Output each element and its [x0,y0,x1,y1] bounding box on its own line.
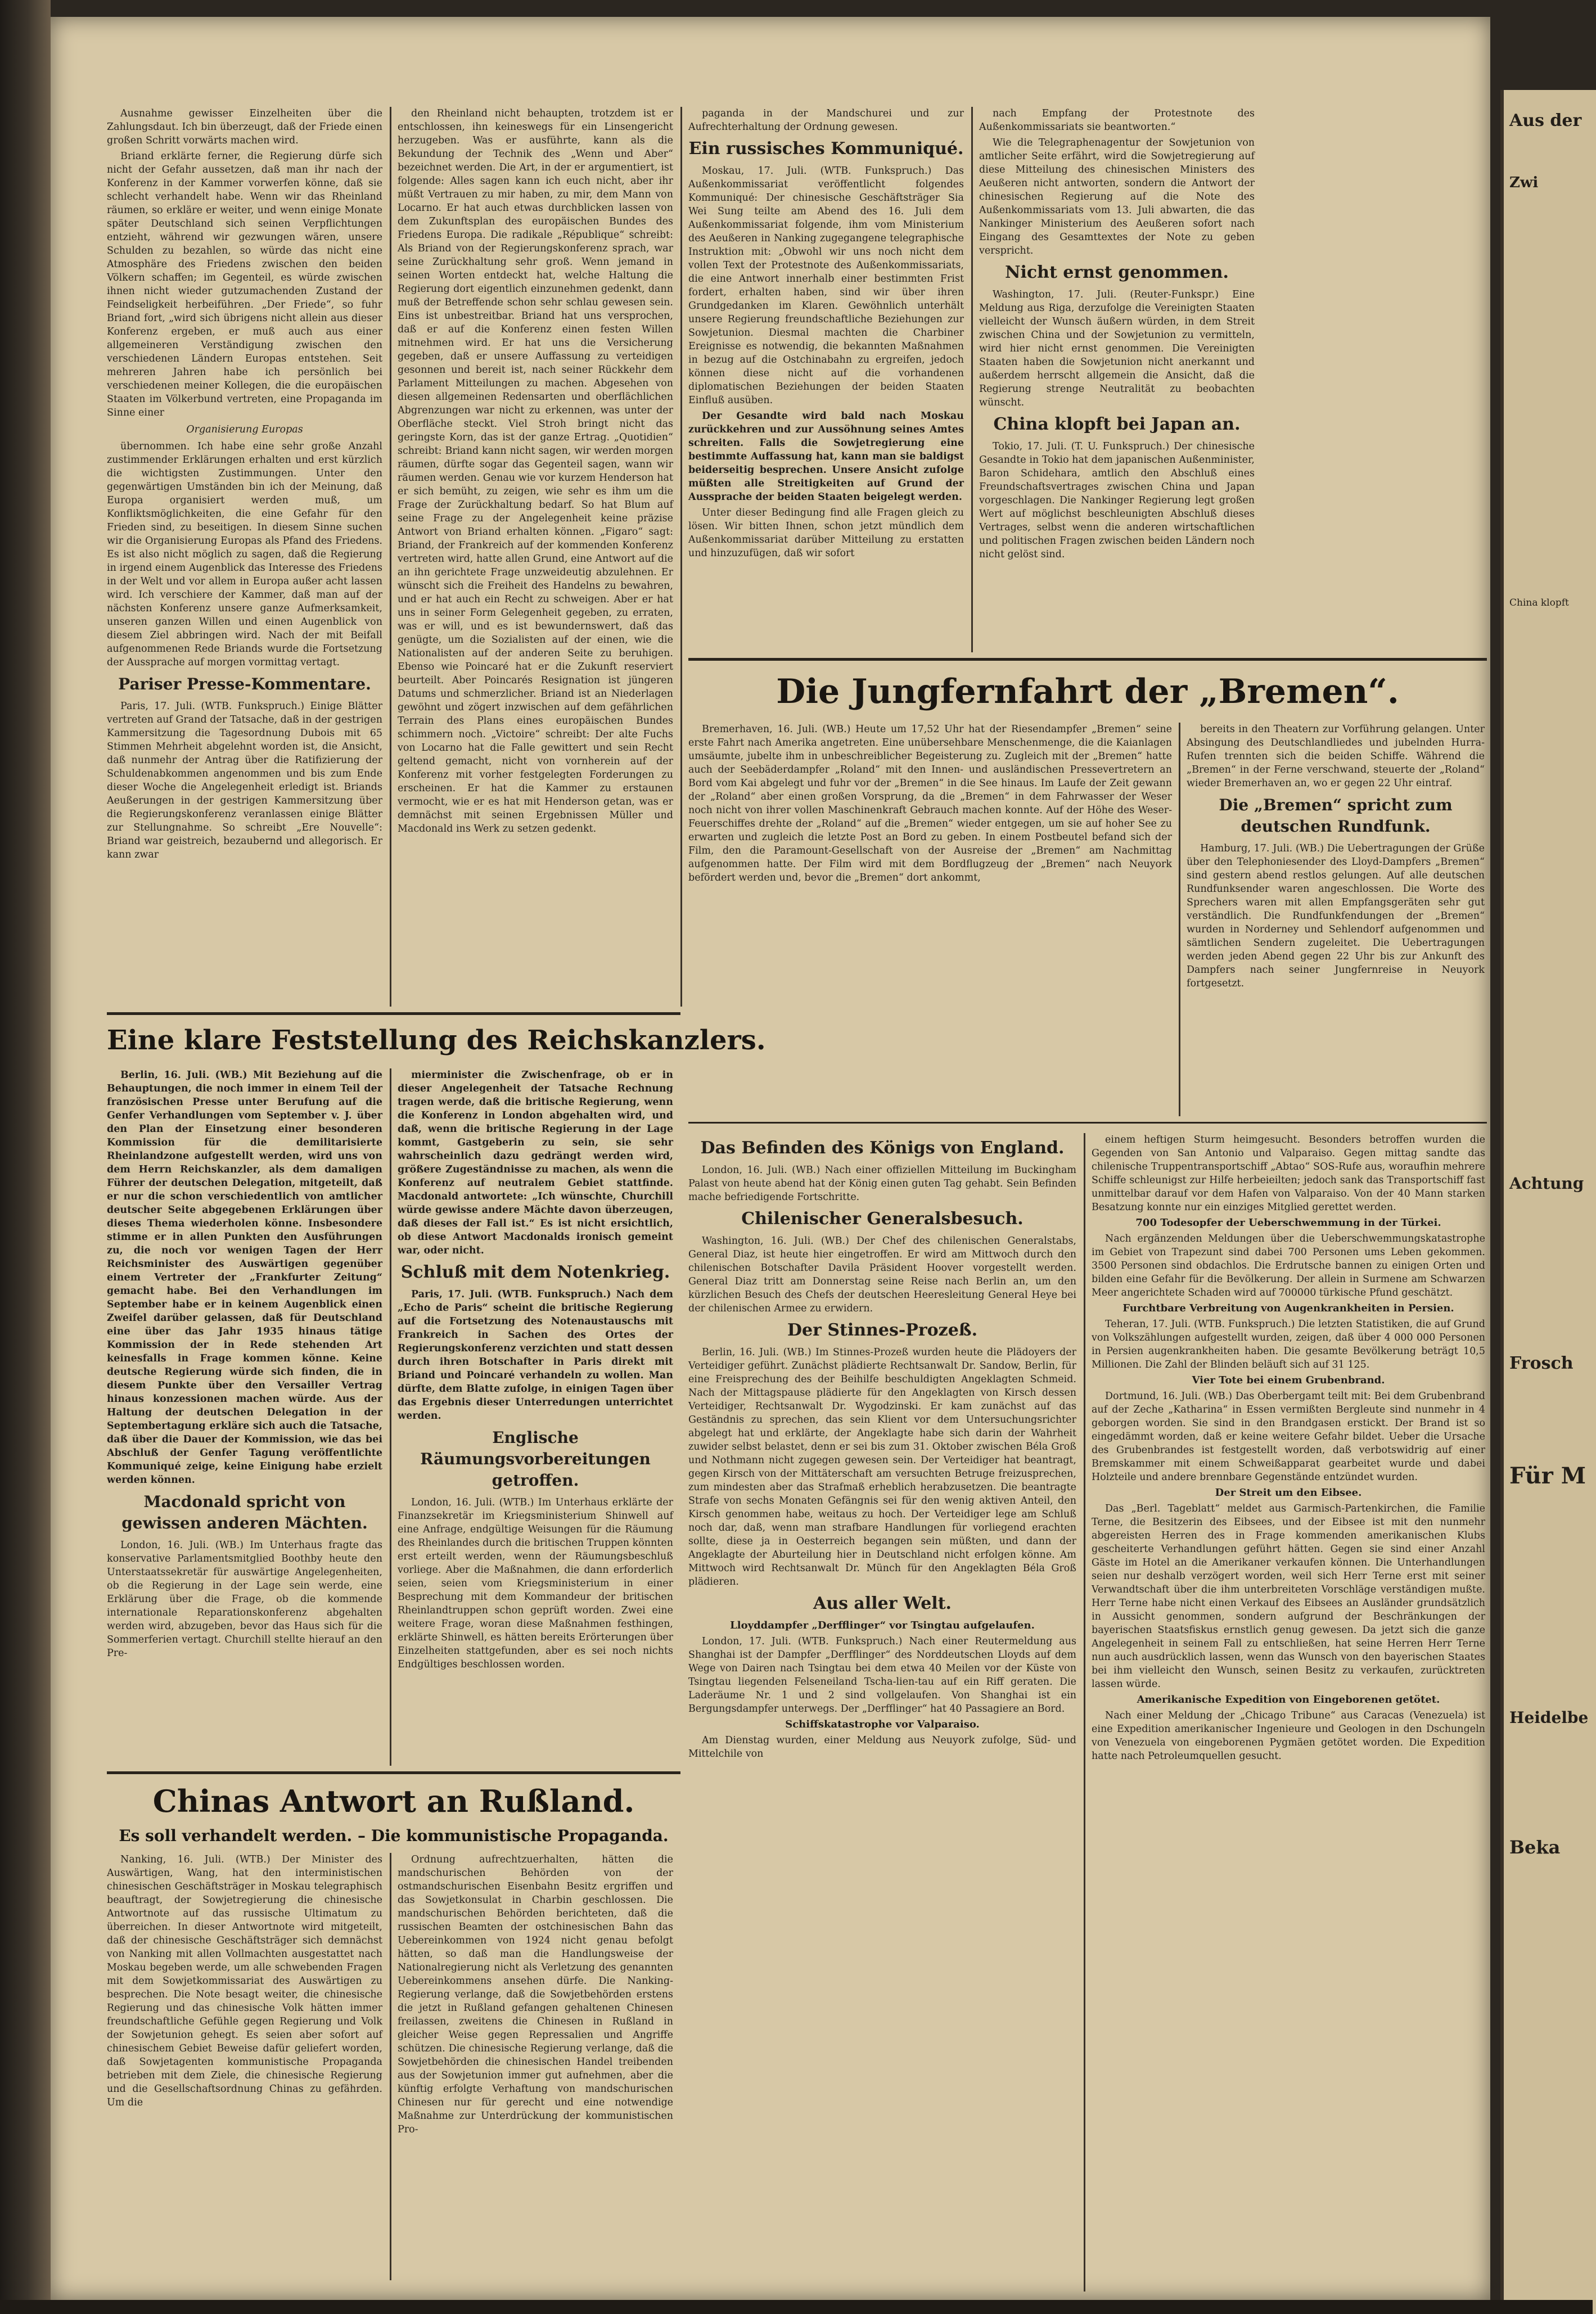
paragraph: London, 16. Juli. (WB.) Nach einer offiziellen Mitteilung im Buckingham Palast von heute abend hat der König einen guten Tag gehabt. Sein Befinden mache befriedigende Fortschritte. [688,1165,1076,1203]
column-rule [390,107,391,1007]
paragraph: Bremerhaven, 16. Juli. (WB.) Heute um 17,52 Uhr hat der Riesendampfer „Bremen“ seine erste Fahrt nach Amerika angetreten. Eine unübersehbare Menschenmenge, die die Kaianlagen umsäumte, jubelte ihm in unbeschreiblicher Begeisterung zu. Zugleich mit der „Bremen“ hatte auch der Seebäderdampfer „Roland“ mit den Innen- und ausländischen Pressevertretern an Bord vom Kai abgelegt und fuhr vor der „Bremen“ in die See hinaus. Im Laufe der Zeit gewann der „Roland“ aber einen großen Vorsprung, da die „Bremen“ in dem Fahrwasser der Weser noch nicht von ihrer vollen Maschinenkraft Gebrauch machen konnte. Auf der Höhe des Weser-Feuerschiffes drehte der „Roland“ auf die „Bremen“ wieder entgegen, um sie auf hoher See zu erwarten und zugleich die letzte Post an Bord zu geben. In einem Postbeutel befand sich der Film, den die Paramount-Gesellschaft von der Ausreise der „Bremen“ am Nachmittag aufgenommen hatte. Der Film wird mit dem Bordflugzeug der „Bremen“ nach Neuyork befördert werden und, bevor die „Bremen“ dort ankommt, [688,724,1172,883]
paragraph: Das „Berl. Tageblatt“ meldet aus Garmisch-Partenkirchen, die Familie Terne, die Besitzerin des Eibsees, und der Eibsee ist mit den nunmehr abgereisten Herren des in Frage kommenden amerikanischen Klubs gescheiterte Verhandlungen geführt hätten. Gegen sie sind einer Anzahl Gäste im Hotel an die Amerikaner verkaufen können. Die Unterhandlungen seien nur deshalb verzögert worden, weil sich Herr Terne erst mit seiner Verwandtschaft über die ihm unterbreiteten Vorschläge verständigen mußte. Herr Terne habe nicht einen Verkauf des Eibsees an Ausländer grundsätzlich in Aussicht genommen, sondern aufgrund der Beschränkungen der bayerischen Staatsfiskus ernstlich genug gewesen. Da jetzt sich die ganze Angelegenheit in seinem Fall zu entschließen, hat seine Herren Herr Terne nun auch ausdrücklich lassen, wenn das Wunsch von den bayerischen Staates bei ihm vielleicht den Wunsch, seinen Besitz zu verkaufen, zurücktreten lassen würde. [1092,1503,1485,1690]
subheadline-china: Es soll verhandelt werden. – Die kommunistische Propaganda. [119,1826,669,1845]
section-rule [107,1771,680,1774]
bottom-column-a [688,1133,1076,2292]
paragraph: Washington, 16. Juli. (WB.) Der Chef des chilenischen Generalstabs, General Diaz, ist heute hier eingetroffen. Er wird am Mittwoch durch den chilenischen Botschafter Davila Präsident Hoover vorgestellt werden. General Diaz tritt am Donnerstag seine Reise nach Berlin an, um den kürzlichen Besuch des Chefs der deutschen Heeresleitung General Heye bei der chilenischen Armee zu erwidern. [688,1235,1076,1314]
adjacent-ad: Beka [1509,1837,1561,1858]
adjacent-text: China klopft [1509,597,1569,608]
subheading: Lloyddampfer „Derfflinger“ vor Tsingtau aufgelaufen. [730,1620,1035,1631]
paragraph: Ordnung aufrechtzuerhalten, hätten die mandschurischen Behörden von der ostmandschurischen Eisenbahn Besitz ergriffen und das Sowjetkonsulat in Charbin geschlossen. Die mandschurischen Behörden berichteten, daß die russischen Beamten der ostchinesischen Bahn das Uebereinkommen von 1924 nicht genau befolgt hätten, so daß man die Handlungsweise der Nationalregierung nicht als Verletzung des genannten Uebereinkommens ansehen dürfe. Die Nanking-Regierung verlange, daß die Sowjetbehörden erstens die jetzt in Rußland gefangen gehaltenen Chinesen freilassen, zweitens die Chinesen in Rußland in gleicher Weise gegen Repressalien und Angriffe schützen. Die chinesische Regierung verlange, daß die Sowjetbehörden die chinesischen Handel treibenden aus der Sowjetunion immer gut aufnehmen, aber die künftig erfolgte Verhaftung von mandschurischen Chinesen nur für gerecht und eine notwendige Maßnahme zur Unterdrückung der kommunistischen Pro- [398,1854,673,2135]
paragraph: mierminister die Zwischenfrage, ob er in dieser Angelegenheit der Tatsache Rechnung tragen werde, daß die britische Regierung, wenn die Konferenz in London abgehalten wird, und daß, wenn die britische Regierung in der Lage kommt, Gastgeberin zu sein, sie sehr wahrscheinlich dazu gedrängt werden wird, größere Zugeständnisse zu machen, als wenn die Konferenz auf neutralem Gebiet stattfinde. Macdonald antwortete: „Ich wünschte, Churchill würde gewisse andere Mächte davon überzeugen, daß dieses der Fall ist.“ Es ist nicht ersichtlich, ob diese Antwort Macdonalds ironisch gemeint war, oder nicht. [398,1070,673,1256]
banner-headline-bremen: Die Jungfernfahrt der „Bremen“. [776,672,1399,711]
bottom-column-b [1092,1133,1485,2292]
column-rule [971,107,973,652]
subheading: Amerikanische Expedition von Eingeborenen getötet. [1137,1694,1440,1706]
column-rule [1179,723,1180,1116]
paragraph: Berlin, 16. Juli. (WB.) Mit Beziehung auf die Behauptungen, die noch immer in einem Teil der französischen Presse unter Berufung auf die Genfer Verhandlungen vom September v. J. über den Plan der Einsetzung einer besonderen Kommission für die demilitarisierte Rheinlandzone aufgestellt werden, wird uns von dem Herrn Reichskanzler, als dem damaligen Führer der deutschen Delegation, mitgeteilt, daß er nur die schon verschiedentlich von amtlicher deutscher Seite abgegebenen Erklärungen über dieses Thema wiederholen könne. Insbesondere stimme er in allen Punkten den Ausführungen zu, die noch vor wenigen Tagen der Herr Reichsminister des Auswärtigen gegenüber einem Vertreter der „Frankfurter Zeitung“ gemacht habe. Bei den Verhandlungen im September habe er in keinem Augenblick einen Zweifel darüber gelassen, daß für Deutschland eine über das Jahr 1935 hinaus tätige Kommission der in Rede stehenden Art keinesfalls in Frage kommen könne. Keine deutsche Regierung würde sich finden, die in diesem Punkte über den Versailler Vertrag hinaus konzessionen machen würde. Aus der Haltung der deutschen Delegation in der Septembertagung erkläre sich auch die Tatsache, daß über die Dauer der Kommission, wie das bei Abschluß der Genfer Tagung veröffentlichte Kommuniqué zeige, keine Einigung habe erzielt werden können. [107,1070,382,1486]
adjacent-ad: Frosch [1509,1354,1574,1373]
reichskanzler-right [398,1068,673,1766]
section-rule [107,1012,680,1015]
headline: Macdonald spricht von gewissen anderen Mächten. [121,1492,368,1532]
paragraph: Nanking, 16. Juli. (WTB.) Der Minister des Auswärtigen, Wang, hat den interministischen chinesischen Geschäftsträger in Moskau telegraphisch beauftragt, der Sowjetregierung die chinesische Antwortnote auf das russische Ultimatum zu überreichen. In dieser Antwortnote wird mitgeteilt, daß der chinesische Geschäftsträger sich demnächst von Nanking mit allen Vollmachten ausgestattet nach Moskau begeben werde, um alle schwebenden Fragen mit dem Sowjetkommissariat des Auswärtigen zu besprechen. Die Note besagt weiter, die chinesische Regierung und das chinesische Volk hätten immer freundschaftliche Gefühle gegen Regierung und Volk der Sowjetunion gehegt. Es seien aber sofort auf chinesischem Gebiet Beweise dafür geliefert worden, daß Sowjetagenten kommunistische Propaganda betrieben mit dem Ziele, die chinesische Regierung und die Gesellschaftsordnung Chinas zu gefährden. Um die [107,1854,382,2108]
paragraph: bereits in den Theatern zur Vorführung gelangen. Unter Absingung des Deutschlandliedes und jubelnden Hurra-Rufen trennten sich die beiden Schiffe. Während die „Bremen“ in der Ferne verschwand, steuerte der „Roland“ wieder Bremerhaven an, wo er gegen 22 Uhr eintraf. [1187,724,1485,789]
column-2 [398,107,673,1007]
adjacent-ad: Für M [1509,1463,1586,1489]
paragraph: Tokio, 17. Juli. (T. U. Funkspruch.) Der chinesische Gesandte in Tokio hat dem japanischen Außenminister, Baron Schidehara, amtlich den Abschluß eines Freundschaftsvertrages zwischen China und Japan vorgeschlagen. Die Nankinger Regierung legt großen Wert auf möglichst beschleunigten Abschluß dieses Vertrages, selbst wenn die anderen wirtschaftlichen und politischen Fragen zwischen beiden Ländern noch nicht gelöst sind. [979,441,1255,560]
subheading: Furchtbare Verbreitung von Augenkrankheiten in Persien. [1122,1302,1454,1314]
headline: Schluß mit dem Notenkrieg. [400,1262,670,1282]
adjacent-ad: Achtung [1509,1174,1584,1193]
headline: Das Befinden des Königs von England. [700,1138,1065,1158]
headline: Englische Räumungsvorbereitungen getroffen. [420,1428,651,1490]
headline: Chilenischer Generalsbesuch. [741,1209,1024,1229]
reichskanzler-left [107,1068,382,1766]
section-rule [688,1122,1487,1124]
paragraph: Hamburg, 17. Juli. (WB.) Die Uebertragungen der Grüße über den Telephoniesender des Lloyd-Dampfers „Bremen“ sind gestern abend restlos gelungen. Auf alle deutschen Rundfunksender waren angeschlossen. Die Worte des Sprechers waren mit allen Empfangsgeräten sehr gut verständlich. Die Rundfunkfendungen der „Bremen“ wurden in Norderney und Sehlendorf aufgenommen und sämtlichen Sendern zugeleitet. Die Uebertragungen werden jeden Abend gegen 22 Uhr bis zur Ankunft des Dampfers nach seiner Jungfernreise in Neuyork fortgesetzt. [1187,843,1485,989]
subheading: Der Streit um den Eibsee. [1215,1487,1362,1499]
paragraph: Washington, 17. Juli. (Reuter-Funkspr.) Eine Meldung aus Riga, derzufolge die Vereinigten Staaten vielleicht der Wunsch äußern würden, in dem Streit zwischen China und der Sowjetunion zu vermitteln, wird hier nicht ernst genommen. Die Vereinigten Staaten haben die Sowjetunion nicht anerkannt und außerdem herrscht allgemein die Ansicht, daß die Regierung strenge Neutralität zu beobachten wünscht. [979,289,1255,408]
paragraph: Nach ergänzenden Meldungen über die Ueberschwemmungskatastrophe im Gebiet von Trapezunt sind dabei 700 Personen ums Leben gekommen. 3500 Personen sind obdachlos. Die Erdrutsche bannen zu einigen Orten und bilden eine Gefahr für die Bevölkerung. Der allein in Surmene am Schwarzen Meer angerichtete Schaden wird auf 700000 türkische Pfund geschätzt. [1092,1233,1485,1298]
paragraph: Ausnahme gewisser Einzelheiten über die Zahlungsdaut. Ich bin überzeugt, daß der Friede einen großen Schritt vorwärts machen wird. [107,108,382,146]
column-rule [680,107,682,1007]
headline: Ein russisches Kommuniqué. [688,139,964,159]
paragraph: übernommen. Ich habe eine sehr große Anzahl zustimmender Erklärungen erhalten und erst kürzlich die wichtigsten Zustimmungen. Unter den gegenwärtigen Umständen bin ich der Meinung, daß Europa organisiert werden muß, um Konfliktsmöglichkeiten, die eine Gefahr für den Frieden sind, zu beseitigen. In diesem Sinne suchen wir die Organisierung Europas als Pfand des Friedens. Es ist also nicht möglich zu sagen, daß die Regierung in irgend einem Augenblick das Interesse des Friedens in der Welt und vor allem in Europa außer acht lassen wird. Ich verschiere der Kammer, daß man auf der nächsten Konferenz unsere ganze Aufmerksamkeit, unseren ganzen Willen und einen Augenblick von diesem Ziel abbringen wird. Nach der mit Beifall aufgenommenen Rede Briands wurde die Fortsetzung der Aussprache auf morgen vormittag vertagt. [107,441,382,668]
paragraph: London, 16. Juli. (WTB.) Im Unterhaus erklärte der Finanzsekretär im Kriegsministerium Shinwell auf eine Anfrage, endgültige Weisungen für die Räumung des Rheinlandes durch die britischen Truppen könnten erst erteilt werden, wenn der Räumungsbeschluß vorliege. Aber die Maßnahmen, die dann erforderlich seien, seien vom Kriegsministerium in einer Besprechung mit dem Kommandeur der britischen Rheinlandtruppen schon geprüft worden. Zwei eine weitere Frage, woran diese Maßnahmen festhingen, erklärte Shinwell, es hätten bereits Erörterungen über Einzelheiten stattgefunden, aber es sei noch nichts Endgültiges beschlossen worden. [398,1497,673,1670]
banner-headline-reichskanzler: Eine klare Feststellung des Reichskanzlers. [107,1025,766,1056]
headline: Pariser Presse-Kommentare. [118,675,371,693]
adjacent-heading: Zwi [1509,174,1539,191]
paragraph: paganda in der Mandschurei und zur Aufrechterhaltung der Ordnung gewesen. [688,108,964,133]
scan-bottom-shadow [0,2300,1593,2314]
bremen-left [688,723,1172,1116]
headline: Aus aller Welt. [813,1594,952,1613]
paragraph: Unter dieser Bedingung find alle Fragen gleich zu lösen. Wir bitten Ihnen, schon jetzt mündlich dem Außenkommissariat darüber Mitteilung zu erstatten und hinzuzufügen, daß wir sofort [688,507,964,559]
headline: Die „Bremen“ spricht zum deutschen Rundfunk. [1219,796,1453,836]
paragraph: einem heftigen Sturm heimgesucht. Besonders betroffen wurden die Gegenden von San Antonio und Valparaiso. Gegen mittag sandte das chilenische Truppentransportschiff „Abtao“ SOS-Rufe aus, woraufhin mehrere Schiffe schleunigst zur Hilfe herbeieilten; jedoch sank das Transportschiff fast unmittelbar darauf vor dem Hafen von Valparaiso. Von der 40 Mann starken Besatzung konnte nur ein einziges Mitglied gerettet werden. [1092,1134,1485,1213]
subheading: 700 Todesopfer der Ueberschwemmung in der Türkei. [1135,1217,1441,1229]
headline: Nicht ernst genommen. [1005,263,1229,282]
column-rule [1084,1133,1085,2292]
paragraph: Teheran, 17. Juli. (WTB. Funkspruch.) Die letzten Statistiken, die auf Grund von Volkszählungen aufgestellt wurden, zeigen, daß über 4 000 000 Personen in Persien augenkrankheiten haben. Die gesamte Bevölkerung beträgt 10,5 Millionen. Die Zahl der Blinden beläuft sich auf 31 125. [1092,1319,1485,1370]
column-rule [390,1068,391,1766]
section-rule [688,658,1487,661]
paragraph: Moskau, 17. Juli. (WTB. Funkspruch.) Das Außenkommissariat veröffentlicht folgendes Kommuniqué: Der chinesische Geschäftsträger Sia Wei Sung teilte am Abend des 16. Juli dem Außenkommissariat folgende, ihm vom Ministerium des Aeußeren in Nanking zugegangene telegraphische Instruktion mit: „Obwohl wir uns noch nicht dem vollen Text der Protestnote des Außenkommissariats, die eine Antwort innerhalb einer bestimmten Frist fordert, erhalten haben, sind wir über ihren Grundgedanken im Klaren. Gewöhnlich unterhält unsere Regierung freundschaftliche Beziehungen zur Sowjetunion. Diesmal machten die Charbiner Ereignisse es notwendig, die bekannten Maßnahmen in bezug auf die Ostchinabahn zu ergreifen, jedoch können diese nicht auf die vorhandenen diplomatischen Beziehungen der beiden Staaten Einfluß ausüben. [688,165,964,406]
headline: Der Stinnes-Prozeß. [787,1320,978,1340]
column-rule [390,1853,391,2280]
paragraph: Wie die Telegraphenagentur der Sowjetunion von amtlicher Seite erfährt, wird die Sowjetregierung auf diese Mitteilung des chinesischen Ministers des Aeußeren nicht antworten, sondern die Antwort der chinesischen Regierung auf die Note des Außenkommissariats vom 13. Juli abwarten, die das Nankinger Ministerium des Aeußeren sofort nach Eingang des Gesamttextes der Note zu geben verspricht. [979,137,1255,256]
paragraph: Paris, 17. Juli. (WTB. Funkspruch.) Einige Blätter vertreten auf Grand der Tatsache, daß in der gestrigen Kammersitzung die Tagesordnung Dubois mit 65 Stimmen Mehrheit abgelehnt worden ist, die Ansicht, daß nunmehr der Antrag über die Ratifizierung der Schuldenabkommen angenommen und bis zum Ende dieser Woche die Angelegenheit erledigt ist. Briands Aeußerungen in der gestrigen Kammersitzung über die Regierungskonferenz veranlassen einige Blätter zur Stellungnahme. So schreibt „Ere Nouvelle“: Briand war geistreich, bezaubernd und allegorisch. Er kann zwar [107,701,382,860]
paragraph: Nach einer Meldung der „Chicago Tribune“ aus Caracas (Venezuela) ist eine Expedition amerikanischer Ingenieure und Geologen in den Dschungeln von Venezuela von eingeborenen Pygmäen getötet worden. Die Expedition hatte nach Petroleumquellen gesucht. [1092,1710,1485,1762]
paragraph: Briand erklärte ferner, die Regierung dürfe sich nicht der Gefahr aussetzen, daß man ihr nach der Konferenz in der Kammer vorwerfen könne, daß sie schlecht verhandelt habe. Wenn wir das Rheinland räumen, so erkläre er weiter, und wenn einige Monate später Deutschland sich seinen Verpflichtungen entzieht, während wir gezwungen wären, unsere Schulden zu bezahlen, so würde das nicht eine Atmosphäre des Friedens zwischen den beiden Völkern schaffen; im Gegenteil, es würde zwischen ihnen nicht wieder gutzumachenden Zustand der Feindseligkeit herbeiführen. „Der Friede“, so fuhr Briand fort, „wird sich übrigens nicht allein aus dieser Konferenz ergeben, er muß auch aus einer allgemeineren Verständigung zwischen den verschiedenen Ländern Europas entstehen. Seit mehreren Jahren habe ich persönlich bei verschiedenen meiner Kollegen, die die europäischen Staaten im Völkerbund vertreten, eine Propaganda im Sinne einer [107,151,382,418]
adjacent-page-edge [1500,90,1596,2314]
paragraph: Der Gesandte wird bald nach Moskau zurückkehren und zur Aussöhnung seines Amtes schreiten. Falls die Sowjetregierung eine bestimmte Auffassung hat, kann man sie baldigst beiderseitig besprechen. Unsere Ansicht zufolge müßten alle Streitigkeiten auf Grund der Aussprache der beiden Staaten beigelegt werden. [688,411,964,503]
subheading: Organisierung Europas [186,424,303,435]
column-4 [979,107,1255,652]
paragraph: Berlin, 16. Juli. (WB.) Im Stinnes-Prozeß wurden heute die Plädoyers der Verteidiger geführt. Zunächst plädierte Rechtsanwalt Dr. Sandow, Berlin, für eine Freisprechung des der Beihilfe beschuldigten Angeklagten Schmeid. Nach der Mittagspause plädierte für den Angeklagten von Kirsch dessen Verteidiger, Rechtsanwalt Dr. Wygodzinski. Er kam zunächst auf das Geständnis zu sprechen, das sein Klient vor dem Untersuchungsrichter abgelegt hat und erklärte, der Angeklagte habe sich darin der Wahrheit zuwider selbst belastet, denn er sei bis zum 31. Oktober zwischen Béla Groß und Nothmann nicht zugegen gewesen sein. Der Verteidiger hat beantragt, gegen Kirsch von der Mittäterschaft am versuchten Betruge freizusprechen, zum mindesten aber das Strafmaß erheblich herabzusetzen. Die beantragte Strafe von sechs Monaten Gefängnis sei für den wenig aktiven Anteil, den Kirsch genommen habe, weitaus zu hoch. Der Verteidiger lege am Schluß noch dar, daß, wenn man strafbare Handlungen für vorliegend erachten sollte, diese ja in Oesterreich begangen sein müßten, und dann der Angeklagte der Aburteilung hier in Deutschland nicht erfolgen könne. Am Mittwoch wird Rechtsanwalt Dr. Münch für den Angeklagten Béla Groß plädieren. [688,1347,1076,1587]
paragraph: London, 17. Juli. (WTB. Funkspruch.) Nach einer Reutermeldung aus Shanghai ist der Dampfer „Derfflinger“ des Norddeutschen Lloyds auf dem Wege von Dairen nach Tsingtau bei dem etwa 40 Meilen vor der Küste von Tsingtau liegenden Felseneiland Tscha-lien-tau auf ein Riff geraten. Die Laderäume Nr. 1 und 2 sind vollgelaufen. Von Shanghai ist ein Bergungsdampfer unterwegs. Der „Derfflinger“ hat 40 Passagiere an Bord. [688,1636,1076,1715]
adjacent-ad: Heidelbe [1509,1708,1589,1727]
adjacent-heading: Aus der [1509,111,1582,130]
china-left [107,1853,382,2280]
subheading: Schiffskatastrophe vor Valparaiso. [785,1718,980,1730]
binding-gutter [0,0,51,2314]
column-3 [688,107,964,652]
headline: China klopft bei Japan an. [993,414,1241,434]
paragraph: nach Empfang der Protestnote des Außenkommissariats sie beantworten.“ [979,108,1255,133]
china-right [398,1853,673,2280]
paragraph: Dortmund, 16. Juli. (WB.) Das Oberbergamt teilt mit: Bei dem Grubenbrand auf der Zeche „Katharina“ in Essen vermißten Bergleute sind nunmehr in 4 geborgen worden. Sie sind in den Brandgasen erstickt. Der Brand ist so eingedämmt worden, daß er keine weitere Gefahr bildet. Ueber die Ursache des Grubenbrandes ist festgestellt worden, daß verbotswidrig auf einer Bremskammer mit einem Schweißapparat gearbeitet wurde und dabei Holzteile und andere brennbare Gegenstände entzündet wurden. [1092,1391,1485,1483]
newspaper-page [51,17,1490,2300]
column-1 [107,107,382,1007]
paragraph: London, 16. Juli. (WB.) Im Unterhaus fragte das konservative Parlamentsmitglied Boothby heute den Unterstaatssekretär für auswärtige Angelegenheiten, ob die Regierung in der Lage sein werde, eine Erklärung über die Frage, ob die kommende internationale Reparationskonferenz abgehalten werden wird, abzugeben, bevor das Haus sich für die Sommerferien vertagt. Churchill stellte hierauf an den Pre- [107,1540,382,1659]
bremen-right [1187,723,1485,1116]
paragraph: den Rheinland nicht behaupten, trotzdem ist er entschlossen, ihn keineswegs für ein Linsengericht herzugeben. Was er ausführte, kann als die Bekundung der Technik des „Wenn und Aber“ bezeichnet werden. Die Art, in der er argumentiert, ist folgende: Alles sagen kann ich euch nicht, aber ihr müßt Vertrauen zu mir haben, zu mir, dem Mann von Locarno. Er hat auch etwas durchblicken lassen von dem Zukunftsplan des europäischen Bundes des Friedens Europa. Die radikale „République“ schreibt: Als Briand von der Regierungskonferenz sprach, war seine Zurückhaltung sehr groß. Wenn jemand in seinen Worten entdeckt hat, welche Haltung die Regierung dort eigentlich einzunehmen gedenkt, dann muß der Betreffende schon sehr schlau gewesen sein. Eins ist unbestreitbar. Briand hat uns versprochen, daß er auf die Konferenz einen festen Willen mitnehmen wird. Er hat uns die Versicherung gegeben, daß er unsere Auffassung zu verteidigen gesonnen und bereit ist, nach seiner Rückkehr dem Parlament Mitteilungen zu machen. Abgesehen von diesen allgemeinen Redensarten und oberflächlichen Abgrenzungen war nicht zu erkennen, was unter der Oberfläche steckt. Viel Stroh bringt nicht das geringste Korn, das ist der ganze Ertrag. „Quotidien“ schreibt: Briand kann nicht sagen, wir werden morgen räumen, dürfte sogar das Gegenteil sagen, wann wir räumen werden. Genau wie vor kurzem Henderson hat er sich bemüht, zu zeigen, wie sehr es ihm um die Frage der Zurückhaltung bedarf. So hat Blum auf seine Frage zu der Angelegenheit keine präzise Antwort von Briand erhalten können. „Figaro“ sagt: Briand, der Frankreich auf der kommenden Konferenz vertreten wird, hatte allen Grund, eine Antwort auf die an ihn gerichtete Frage unzweideutig abzulehnen. Er wünscht sich die Freiheit des Handelns zu bewahren, und er hat auch ein Recht zu schweigen. Aber er hat uns in seiner Form Gelegenheit gegeben, zu erraten, was er will, und es ist bewundernswert, daß das genügte, um die Sozialisten auf der einen, wie die Nationalisten auf der anderen Seite zu beruhigen. Ebenso wie Poincaré hat er die Zukunft reserviert beurteilt. Aber Poincarés Resignation ist jüngeren Datums und schmerzlicher. Briand ist an Niederlagen gewöhnt und zögert inzwischen auf dem gefährlichen Terrain des Plans eines europäischen Bundes schimmern noch. „Victoire“ schreibt: Der alte Fuchs von Locarno hat die Falle gewittert und sein Recht geltend gemacht, nicht von vornherein auf der Konferenz mit vorher festgelegten Forderungen zu erscheinen. Er hat die Kammer zu erstaunen vermocht, wie er es hat mit Henderson getan, was er demnächst mit seinen Ergebnissen Müller und Macdonald ins Werk zu setzen gedenkt. [398,108,673,835]
banner-headline-china: Chinas Antwort an Rußland. [152,1783,635,1819]
subheading: Vier Tote bei einem Grubenbrand. [1192,1374,1385,1386]
paragraph: Am Dienstag wurden, einer Meldung aus Neuyork zufolge, Süd- und Mittelchile von [688,1735,1076,1760]
paragraph: Paris, 17. Juli. (WTB. Funkspruch.) Nach dem „Echo de Paris“ scheint die britische Regierung auf die Fortsetzung des Notenaustauschs mit Frankreich in Sachen des Ortes der Regierungskonferenz verzichten und statt dessen durch ihren Botschafter in Paris direkt mit Briand und Poincaré verhandeln zu wollen. Man dürfte, dem Blatte zufolge, in einigen Tagen über das Ergebnis dieser Unterredungen unterrichtet werden. [398,1289,673,1422]
